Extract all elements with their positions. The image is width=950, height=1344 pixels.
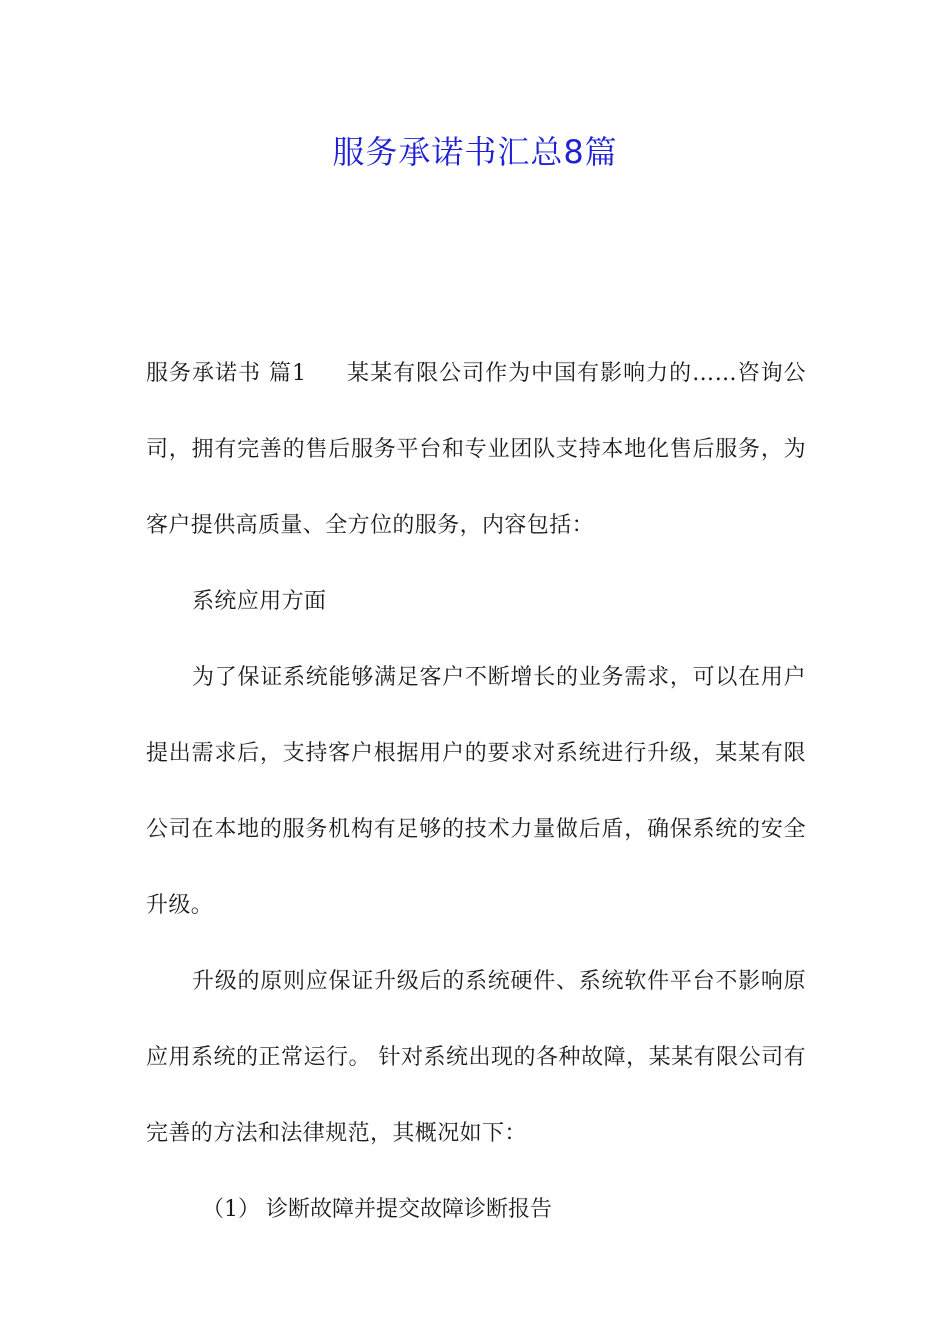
paragraph-principle: 升级的原则应保证升级后的系统硬件、系统软件平台不影响原应用系统的正常运行。 针对系统出现的各种故障，某某有限公司有完善的方法和法律规范，其概况如下： (146, 969, 806, 1146)
document-title: 服务承诺书汇总8篇 (332, 133, 618, 171)
list-item (146, 1172, 806, 1248)
subheading: 系统应用方面 (192, 589, 327, 614)
list-item-number: （1） (202, 1197, 260, 1222)
list-item-text: 诊断故障并提交故障诊断报告 (266, 1197, 553, 1222)
section-heading: 服务承诺书 篇1 (146, 361, 307, 386)
intro-paragraph (146, 336, 806, 564)
document-body (146, 336, 806, 1248)
intro-text: 某某有限公司作为中国有影响力的……咨询公司，拥有完善的售后服务平台和专业团队支持本地化售后服务，为客户提供高质量、全方位的服务，内容包括： (146, 361, 806, 538)
paragraph-upgrade: 为了保证系统能够满足客户不断增长的业务需求，可以在用户提出需求后，支持客户根据用户的要求对系统进行升级，某某有限公司在本地的服务机构有足够的技术力量做后盾，确保系统的安全升级。 (146, 665, 806, 918)
